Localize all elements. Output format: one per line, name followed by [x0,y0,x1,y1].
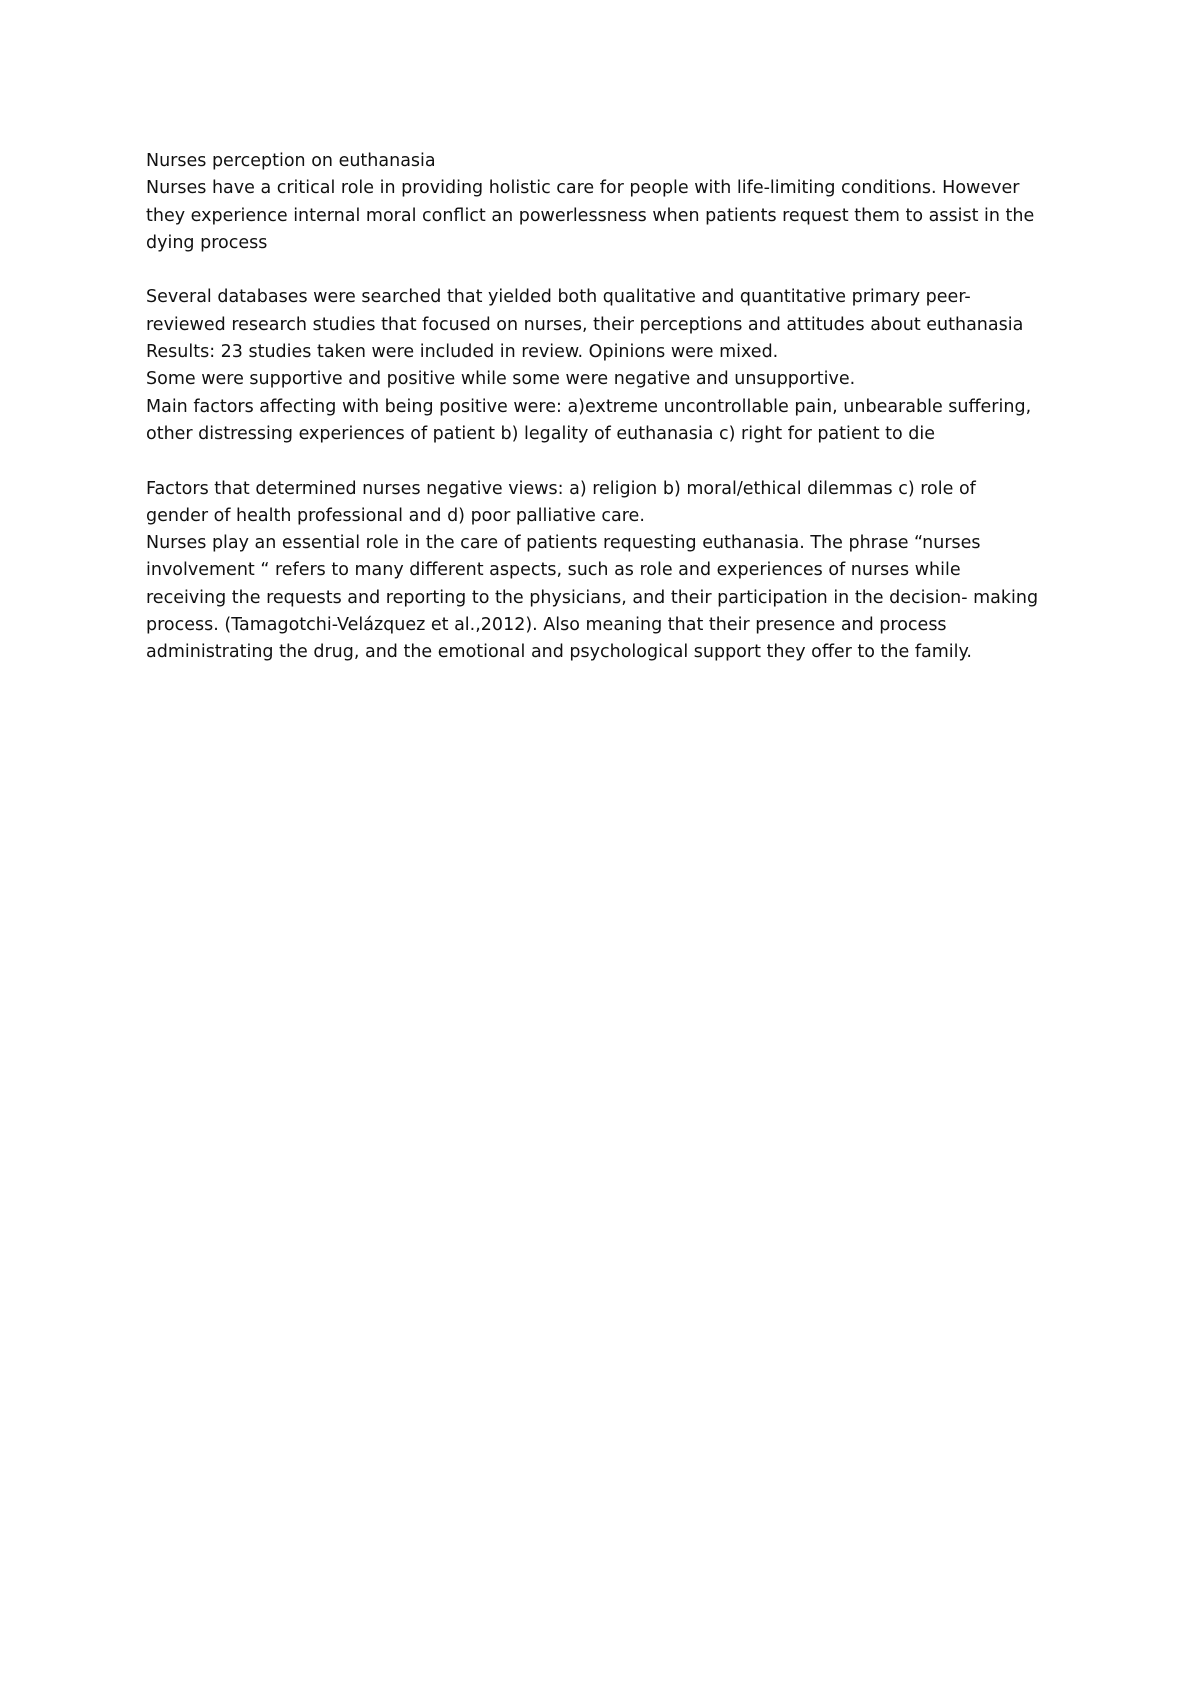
text-line: dying process [146,232,268,253]
text-line: receiving the requests and reporting to the physicians, and their participation in the decision- making [146,587,1039,608]
text-line: Some were supportive and positive while some were negative and unsupportive. [146,369,856,390]
text-line: Several databases were searched that yielded both qualitative and quantitative primary peer- [146,287,971,308]
blank-line [146,448,1066,475]
text-line: Nurses have a critical role in providing holistic care for people with life-limiting conditions. However [146,178,1020,199]
document-body [146,148,1066,667]
text-line: they experience internal moral conflict an powerlessness when patients request them to assist in the [146,205,1035,226]
text-line: Results: 23 studies taken were included in review. Opinions were mixed. [146,342,779,363]
text-line: administrating the drug, and the emotional and psychological support they offer to the family. [146,642,972,663]
blank-line [146,257,1066,284]
text-line: involvement “ refers to many different aspects, such as role and experiences of nurses while [146,560,961,581]
text-line: other distressing experiences of patient b) legality of euthanasia c) right for patient to die [146,423,936,444]
document-title: Nurses perception on euthanasia [146,151,436,171]
text-line: process. (Tamagotchi-Velázquez et al.,2012). Also meaning that their presence and process [146,615,947,636]
text-line: Nurses play an essential role in the care of patients requesting euthanasia. The phrase “nurses [146,533,981,554]
text-line: reviewed research studies that focused on nurses, their perceptions and attitudes about euthanasia [146,314,1024,335]
text-line: Factors that determined nurses negative views: a) religion b) moral/ethical dilemmas c) role of [146,478,976,499]
text-line: Main factors affecting with being positive were: a)extreme uncontrollable pain, unbearable suffering, [146,396,1032,417]
text-line: gender of health professional and d) poor palliative care. [146,505,645,526]
